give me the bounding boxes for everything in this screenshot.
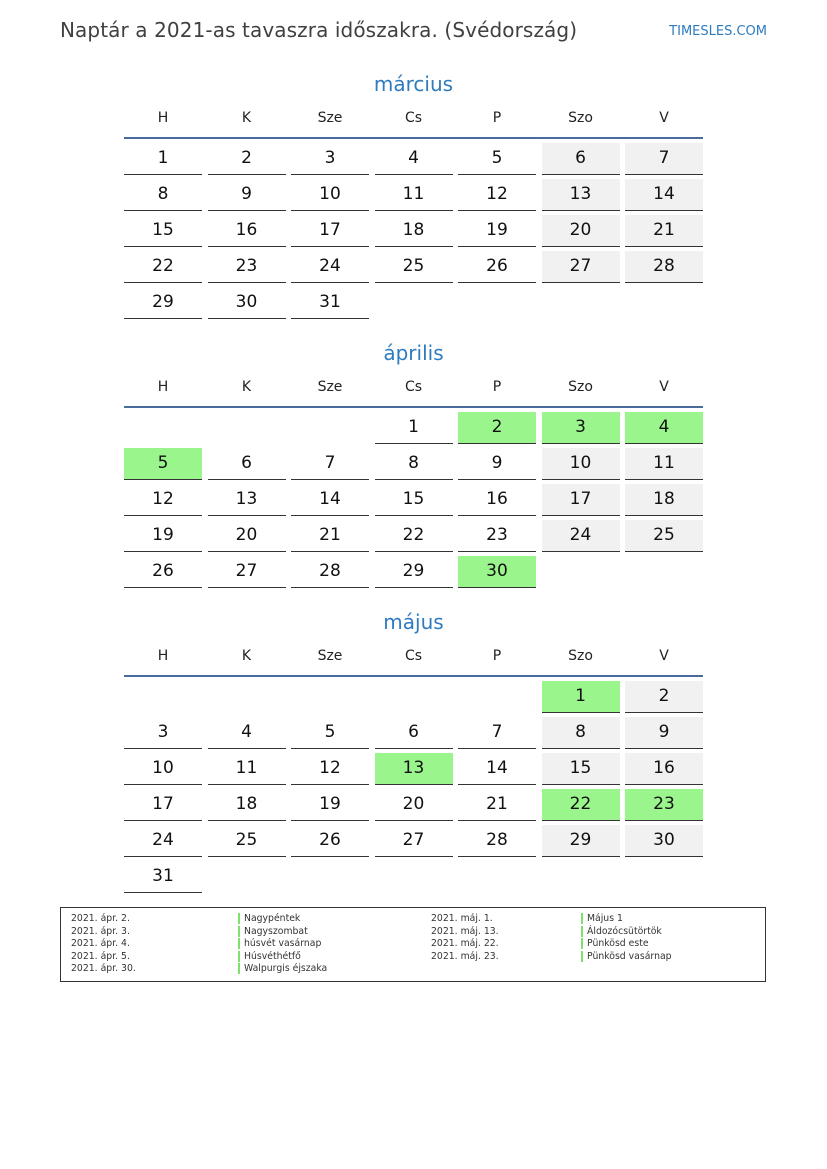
day-cell: 26 xyxy=(124,556,202,588)
empty-day-cell xyxy=(291,681,369,713)
empty-day-cell xyxy=(458,287,536,319)
weekday-header-row xyxy=(124,376,703,398)
month-title: március xyxy=(373,72,454,96)
legend-date: 2021. ápr. 2. xyxy=(71,913,130,924)
day-cell: 31 xyxy=(291,287,369,319)
legend-holiday-name: Áldozócsütörtök xyxy=(581,926,662,937)
week-row xyxy=(124,825,703,857)
weekday-label: P xyxy=(492,648,502,664)
day-cell: 12 xyxy=(291,753,369,785)
day-cell: 17 xyxy=(124,789,202,821)
empty-day-cell xyxy=(124,681,202,713)
day-cell: 16 xyxy=(208,215,286,247)
day-cell: 11 xyxy=(375,179,453,211)
day-cell: 1 xyxy=(375,412,453,444)
weekday-label: P xyxy=(492,110,502,126)
day-cell: 26 xyxy=(291,825,369,857)
week-row xyxy=(124,789,703,821)
day-cell: 13 xyxy=(208,484,286,516)
empty-day-cell xyxy=(542,861,620,893)
day-cell: 12 xyxy=(458,179,536,211)
holiday-legend xyxy=(60,907,766,982)
holiday-day-cell: 3 xyxy=(542,412,620,444)
legend-date: 2021. ápr. 4. xyxy=(71,938,130,950)
day-cell: 29 xyxy=(542,825,620,857)
week-row xyxy=(124,520,703,552)
day-cell: 4 xyxy=(375,143,453,175)
weekday-header-row xyxy=(124,107,703,129)
day-cell: 12 xyxy=(124,484,202,516)
day-cell: 10 xyxy=(291,179,369,211)
day-cell: 8 xyxy=(375,448,453,480)
weekday-label: P xyxy=(492,379,502,395)
day-cell: 11 xyxy=(208,753,286,785)
day-cell: 23 xyxy=(458,520,536,552)
day-cell: 19 xyxy=(291,789,369,821)
day-cell: 14 xyxy=(291,484,369,516)
weekday-label: Cs xyxy=(404,648,423,664)
empty-day-cell xyxy=(625,556,703,588)
weekday-label: K xyxy=(241,648,252,664)
empty-day-cell xyxy=(625,287,703,319)
day-cell: 9 xyxy=(458,448,536,480)
empty-day-cell xyxy=(208,861,286,893)
legend-holiday-name: húsvét vasárnap xyxy=(238,938,321,949)
empty-day-cell xyxy=(375,681,453,713)
legend-date: 2021. máj. 1. xyxy=(431,913,493,924)
day-cell: 7 xyxy=(625,143,703,175)
day-cell: 28 xyxy=(458,825,536,857)
header-divider xyxy=(124,675,703,677)
day-cell: 5 xyxy=(291,717,369,749)
legend-holiday-name: Pünkösd vasárnap xyxy=(581,951,672,962)
legend-holiday-name: Nagyszombat xyxy=(238,926,308,937)
legend-holiday-name: Május 1 xyxy=(581,913,623,924)
week-row xyxy=(124,143,703,175)
holiday-day-cell: 13 xyxy=(375,753,453,785)
day-cell: 25 xyxy=(375,251,453,283)
weekday-label: Cs xyxy=(404,110,423,126)
day-cell: 8 xyxy=(124,179,202,211)
empty-day-cell xyxy=(625,861,703,893)
day-cell: 18 xyxy=(208,789,286,821)
day-cell: 7 xyxy=(458,717,536,749)
empty-day-cell xyxy=(458,681,536,713)
day-cell: 23 xyxy=(208,251,286,283)
month-title: április xyxy=(383,341,444,365)
day-cell: 19 xyxy=(124,520,202,552)
day-cell: 6 xyxy=(208,448,286,480)
day-cell: 27 xyxy=(208,556,286,588)
day-cell: 17 xyxy=(291,215,369,247)
holiday-day-cell: 2 xyxy=(458,412,536,444)
day-cell: 24 xyxy=(291,251,369,283)
legend-date: 2021. máj. 13. xyxy=(431,925,499,937)
day-cell: 7 xyxy=(291,448,369,480)
month-calendar xyxy=(124,70,703,323)
week-row xyxy=(124,412,703,444)
day-cell: 21 xyxy=(458,789,536,821)
day-cell: 15 xyxy=(375,484,453,516)
day-cell: 24 xyxy=(124,825,202,857)
week-row xyxy=(124,287,703,319)
week-row xyxy=(124,215,703,247)
legend-date: 2021. ápr. 5. xyxy=(71,950,130,962)
month-calendar xyxy=(124,608,703,897)
weekday-label: Sze xyxy=(317,379,343,395)
day-cell: 6 xyxy=(375,717,453,749)
legend-date: 2021. máj. 22. xyxy=(431,938,499,950)
weekday-label: Sze xyxy=(317,110,343,126)
day-cell: 13 xyxy=(542,179,620,211)
day-cell: 20 xyxy=(375,789,453,821)
empty-day-cell xyxy=(375,861,453,893)
weekday-label: Cs xyxy=(404,379,423,395)
day-cell: 20 xyxy=(208,520,286,552)
week-row xyxy=(124,681,703,713)
day-cell: 11 xyxy=(625,448,703,480)
weekday-label: H xyxy=(157,379,169,395)
legend-holiday-name: Húsvéthétfő xyxy=(238,951,301,962)
weekday-label: H xyxy=(157,648,169,664)
day-cell: 9 xyxy=(208,179,286,211)
day-cell: 18 xyxy=(375,215,453,247)
weekday-label: H xyxy=(157,110,169,126)
holiday-day-cell: 4 xyxy=(625,412,703,444)
day-cell: 2 xyxy=(625,681,703,713)
day-cell: 14 xyxy=(458,753,536,785)
day-cell: 16 xyxy=(458,484,536,516)
day-cell: 18 xyxy=(625,484,703,516)
week-row xyxy=(124,717,703,749)
day-cell: 30 xyxy=(625,825,703,857)
day-cell: 25 xyxy=(625,520,703,552)
day-cell: 15 xyxy=(124,215,202,247)
day-cell: 28 xyxy=(625,251,703,283)
week-row xyxy=(124,251,703,283)
empty-day-cell xyxy=(291,861,369,893)
page-title: Naptár a 2021-as tavaszra időszakra. (Svédország) xyxy=(60,18,578,42)
week-row xyxy=(124,556,703,588)
week-row xyxy=(124,861,703,893)
weekday-label: K xyxy=(241,110,252,126)
weekday-label: Szo xyxy=(568,110,593,126)
empty-day-cell xyxy=(124,412,202,444)
empty-day-cell xyxy=(542,287,620,319)
empty-day-cell xyxy=(375,287,453,319)
weekday-label: V xyxy=(659,379,669,395)
day-cell: 10 xyxy=(124,753,202,785)
day-cell: 9 xyxy=(625,717,703,749)
day-cell: 24 xyxy=(542,520,620,552)
empty-day-cell xyxy=(542,556,620,588)
holiday-day-cell: 5 xyxy=(124,448,202,480)
day-cell: 6 xyxy=(542,143,620,175)
day-cell: 27 xyxy=(542,251,620,283)
month-title: május xyxy=(383,610,444,634)
day-cell: 21 xyxy=(625,215,703,247)
day-cell: 25 xyxy=(208,825,286,857)
day-cell: 21 xyxy=(291,520,369,552)
day-cell: 29 xyxy=(375,556,453,588)
empty-day-cell xyxy=(208,681,286,713)
day-cell: 17 xyxy=(542,484,620,516)
empty-day-cell xyxy=(208,412,286,444)
day-cell: 14 xyxy=(625,179,703,211)
legend-date: 2021. ápr. 3. xyxy=(71,925,130,937)
day-cell: 22 xyxy=(375,520,453,552)
header-divider xyxy=(124,137,703,139)
day-cell: 15 xyxy=(542,753,620,785)
weekday-label: Szo xyxy=(568,648,593,664)
day-cell: 27 xyxy=(375,825,453,857)
week-row xyxy=(124,753,703,785)
weekday-label: Szo xyxy=(568,379,593,395)
month-calendar xyxy=(124,339,703,592)
week-row xyxy=(124,484,703,516)
legend-date: 2021. máj. 23. xyxy=(431,950,499,962)
weekday-label: Sze xyxy=(317,648,343,664)
brand-link[interactable]: TIMESLES.COM xyxy=(669,24,767,39)
empty-day-cell xyxy=(458,861,536,893)
week-row xyxy=(124,448,703,480)
day-cell: 30 xyxy=(208,287,286,319)
day-cell: 19 xyxy=(458,215,536,247)
legend-date: 2021. ápr. 30. xyxy=(71,963,136,975)
day-cell: 28 xyxy=(291,556,369,588)
day-cell: 29 xyxy=(124,287,202,319)
legend-holiday-name: Walpurgis éjszaka xyxy=(238,963,327,974)
holiday-day-cell: 23 xyxy=(625,789,703,821)
day-cell: 26 xyxy=(458,251,536,283)
week-row xyxy=(124,179,703,211)
weekday-header-row xyxy=(124,645,703,667)
day-cell: 1 xyxy=(124,143,202,175)
day-cell: 4 xyxy=(208,717,286,749)
day-cell: 3 xyxy=(291,143,369,175)
day-cell: 16 xyxy=(625,753,703,785)
day-cell: 31 xyxy=(124,861,202,893)
day-cell: 3 xyxy=(124,717,202,749)
weekday-label: V xyxy=(659,648,669,664)
holiday-day-cell: 22 xyxy=(542,789,620,821)
day-cell: 8 xyxy=(542,717,620,749)
day-cell: 5 xyxy=(458,143,536,175)
empty-day-cell xyxy=(291,412,369,444)
day-cell: 10 xyxy=(542,448,620,480)
day-cell: 2 xyxy=(208,143,286,175)
header-divider xyxy=(124,406,703,408)
weekday-label: K xyxy=(241,379,252,395)
weekday-label: V xyxy=(659,110,669,126)
holiday-day-cell: 1 xyxy=(542,681,620,713)
legend-holiday-name: Nagypéntek xyxy=(238,913,300,924)
holiday-day-cell: 30 xyxy=(458,556,536,588)
day-cell: 22 xyxy=(124,251,202,283)
day-cell: 20 xyxy=(542,215,620,247)
legend-holiday-name: Pünkösd este xyxy=(581,938,649,949)
